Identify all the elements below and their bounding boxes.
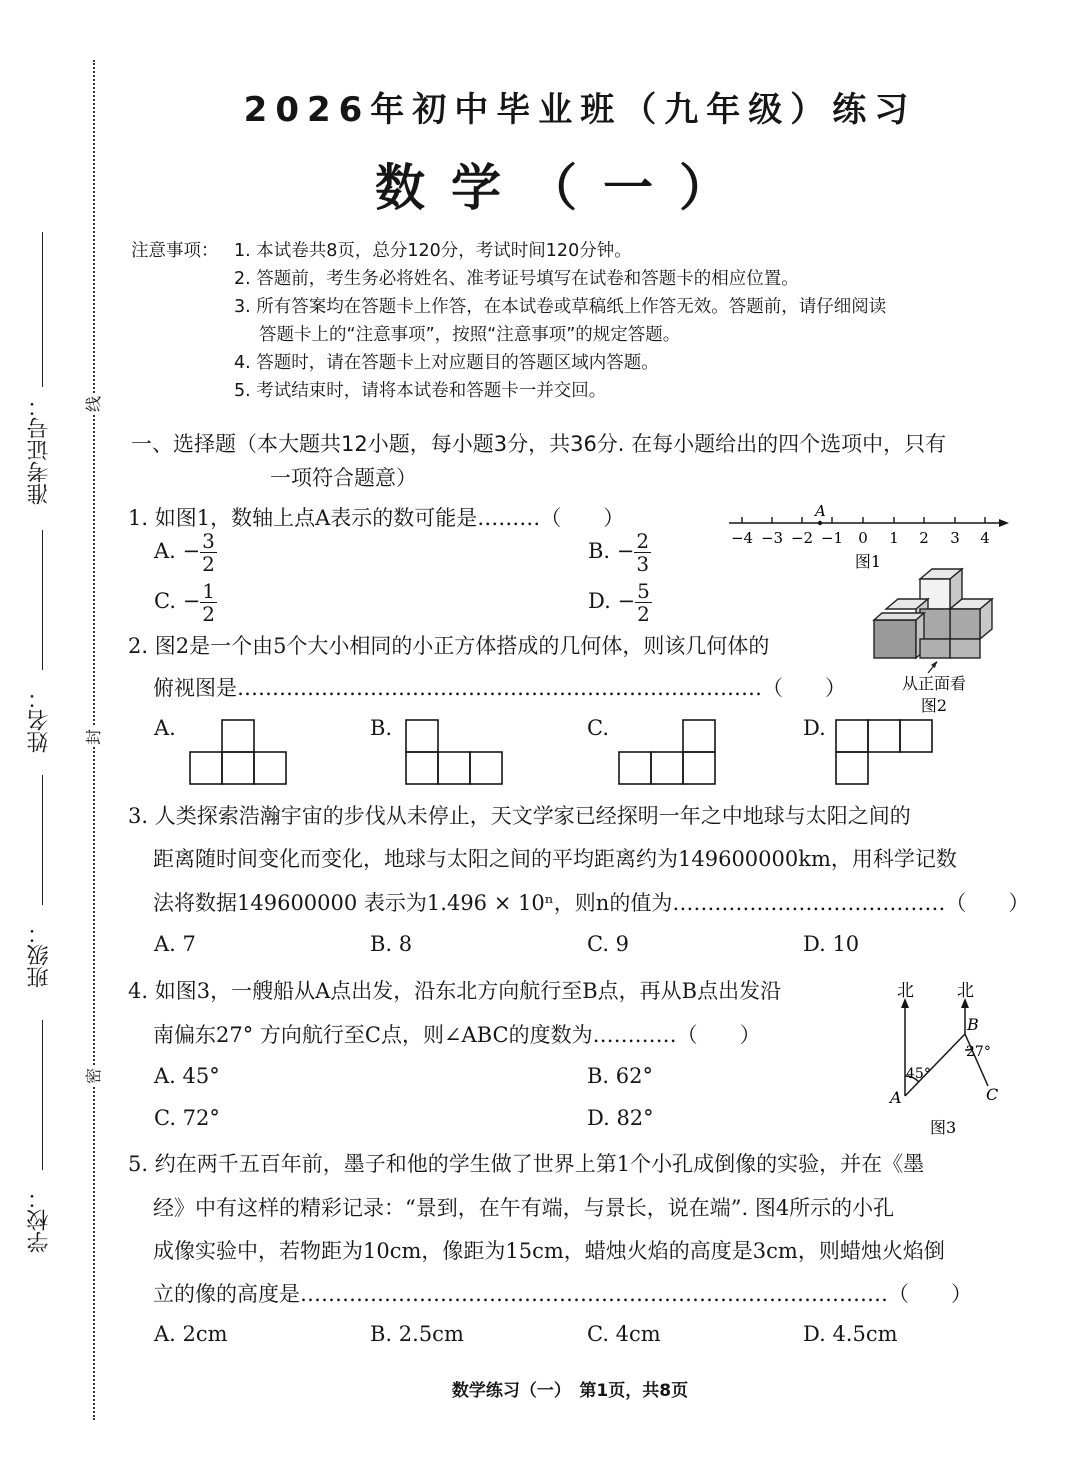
tick-label: −1 xyxy=(820,529,844,547)
tick-label: 1 xyxy=(889,529,899,547)
q1-option-a xyxy=(154,530,217,575)
q2-option-c-view xyxy=(618,718,718,786)
q2-option-c-label: C. xyxy=(587,716,609,740)
q3-option-b: B. 8 xyxy=(370,932,413,956)
q2-option-d-view xyxy=(835,718,935,786)
north-label: 北 xyxy=(897,981,914,1001)
point-c-label: C xyxy=(986,1085,999,1104)
class-line xyxy=(42,775,43,905)
minus-sign: − xyxy=(616,539,635,563)
q2-option-b-label: B. xyxy=(370,716,393,740)
q5-option-d: D. 4.5cm xyxy=(803,1322,898,1346)
tick-label: 3 xyxy=(950,529,960,547)
seal-char-mi: 密 xyxy=(82,1066,106,1086)
figure3-caption: 图3 xyxy=(930,1118,957,1137)
admission-number-label: 准考证号： xyxy=(27,395,52,505)
note-item: 5. 考试结束时，请将本试卷和答题卡一并交回。 xyxy=(234,381,607,401)
q2-option-a-label: A. xyxy=(154,716,176,740)
class-label: 班级： xyxy=(27,922,52,988)
q5-option-b: B. 2.5cm xyxy=(370,1322,464,1346)
notes-lead: 注意事项： xyxy=(131,241,219,261)
q4-line1: 4. 如图3，一艘船从A点出发，沿东北方向航行至B点，再从B点出发沿 xyxy=(128,979,782,1003)
q3-option-a: A. 7 xyxy=(154,932,196,956)
q3-option-c: C. 9 xyxy=(587,932,630,956)
minus-sign: − xyxy=(617,589,636,613)
tick-label: 4 xyxy=(980,529,990,547)
note-item: 2. 答题前，考生务必将姓名、准考证号填写在试卷和答题卡的相应位置。 xyxy=(234,269,799,289)
q4-option-a: A. 45° xyxy=(154,1064,220,1088)
q4-option-c: C. 72° xyxy=(154,1106,220,1130)
option-letter: D. xyxy=(588,589,611,613)
point-a-label: A xyxy=(890,1088,902,1107)
option-letter: A. xyxy=(154,539,176,563)
q1-stem: 1. 如图1，数轴上点A表示的数可能是………（ ） xyxy=(128,506,625,530)
tick-label: 0 xyxy=(858,529,868,547)
angle-45-label: 45° xyxy=(906,1066,931,1082)
tick-label: −3 xyxy=(760,529,784,547)
figure1-caption: 图1 xyxy=(854,552,882,571)
q5-option-a: A. 2cm xyxy=(154,1322,228,1346)
section-heading-cont: 一项符合题意） xyxy=(270,466,417,490)
note-item: 3. 所有答案均在答题卡上作答，在本试卷或草稿纸上作答无效。答题前，请仔细阅读 xyxy=(234,297,887,317)
figure2-cube-solid xyxy=(862,565,1012,717)
q3-line3: 法将数据149600000 表示为1.496 × 10ⁿ，则n的值为…………………………………（ ） xyxy=(153,891,1030,915)
front-view-label: 从正面看 xyxy=(901,674,967,693)
q2-option-b-view xyxy=(405,718,505,786)
q3-option-d: D. 10 xyxy=(803,932,860,956)
seal-char-feng: 封 xyxy=(82,727,106,747)
name-label: 姓名： xyxy=(27,687,52,753)
q2-option-a-view xyxy=(189,718,289,786)
figure3-bearing-diagram xyxy=(880,978,1010,1140)
q5-line4: 立的像的高度是…………………………………………………………………………（ ） xyxy=(153,1282,972,1306)
subject-title: 数学（一） xyxy=(375,159,755,217)
q5-line3: 成像实验中，若物距为10cm，像距为15cm，蜡烛火焰的高度是3cm，则蜡烛火焰倒 xyxy=(153,1239,945,1263)
minus-sign: − xyxy=(182,589,201,613)
note-item: 4. 答题时，请在答题卡上对应题目的答题区域内答题。 xyxy=(234,353,659,373)
tick-label: −2 xyxy=(790,529,814,547)
q5-line2: 经》中有这样的精彩记录：“景到，在午有端，与景长，说在端”. 图4所示的小孔 xyxy=(153,1196,895,1220)
seal-char-xian: 线 xyxy=(82,394,106,414)
q1-option-b xyxy=(588,530,651,575)
minus-sign: − xyxy=(182,539,201,563)
q3-line1: 3. 人类探索浩瀚宇宙的步伐从未停止，天文学家已经探明一年之中地球与太阳之间的 xyxy=(128,804,911,828)
angle-27-label: 27° xyxy=(966,1044,991,1060)
q1-option-c xyxy=(154,580,217,625)
figure1-number-line xyxy=(725,500,1015,575)
point-b-label: B xyxy=(967,1015,979,1034)
q1-option-d xyxy=(588,580,652,625)
fraction: $\frac{1}{2}$ xyxy=(202,579,216,626)
school-line xyxy=(42,1020,43,1170)
q4-option-b: B. 62° xyxy=(587,1064,654,1088)
q2-option-d-label: D. xyxy=(803,716,826,740)
q2-stem-line2: 俯视图是…………………………………………………………………（ ） xyxy=(153,676,846,700)
fraction: $\frac{5}{2}$ xyxy=(637,579,650,626)
page-footer: 数学练习（一） 第1页，共8页 xyxy=(451,1381,689,1401)
q5-option-c: C. 4cm xyxy=(587,1322,661,1346)
fraction: $\frac{3}{2}$ xyxy=(202,529,215,576)
north-label: 北 xyxy=(957,981,974,1001)
point-a-label: A xyxy=(815,502,826,520)
admission-number-line xyxy=(42,232,43,387)
figure2-caption: 图2 xyxy=(920,696,948,715)
name-line xyxy=(42,530,43,670)
q4-line2: 南偏东27° 方向航行至C点，则∠ABC的度数为…………（ ） xyxy=(153,1023,761,1047)
note-item: 答题卡上的“注意事项”，按照“注意事项”的规定答题。 xyxy=(259,325,681,345)
note-item: 1. 本试卷共8页，总分120分，考试时间120分钟。 xyxy=(234,241,632,261)
option-letter: B. xyxy=(588,539,611,563)
section-heading: 一、选择题（本大题共12小题，每小题3分，共36分. 在每小题给出的四个选项中，只有 xyxy=(131,432,947,456)
option-letter: C. xyxy=(154,589,176,613)
exam-title: 2026年初中毕业班（九年级）练习 xyxy=(243,90,917,130)
q3-line2: 距离随时间变化而变化，地球与太阳之间的平均距离约为149600000km，用科学记数 xyxy=(153,847,957,871)
tick-label: −4 xyxy=(730,529,754,547)
q2-stem-line1: 2. 图2是一个由5个大小相同的小正方体搭成的几何体，则该几何体的 xyxy=(128,634,770,658)
fraction: $\frac{2}{3}$ xyxy=(636,529,650,576)
q4-option-d: D. 82° xyxy=(587,1106,654,1130)
school-label: 学校： xyxy=(27,1187,52,1253)
q5-line1: 5. 约在两千五百年前，墨子和他的学生做了世界上第1个小孔成倒像的实验，并在《墨 xyxy=(128,1152,925,1176)
tick-label: 2 xyxy=(919,529,929,547)
